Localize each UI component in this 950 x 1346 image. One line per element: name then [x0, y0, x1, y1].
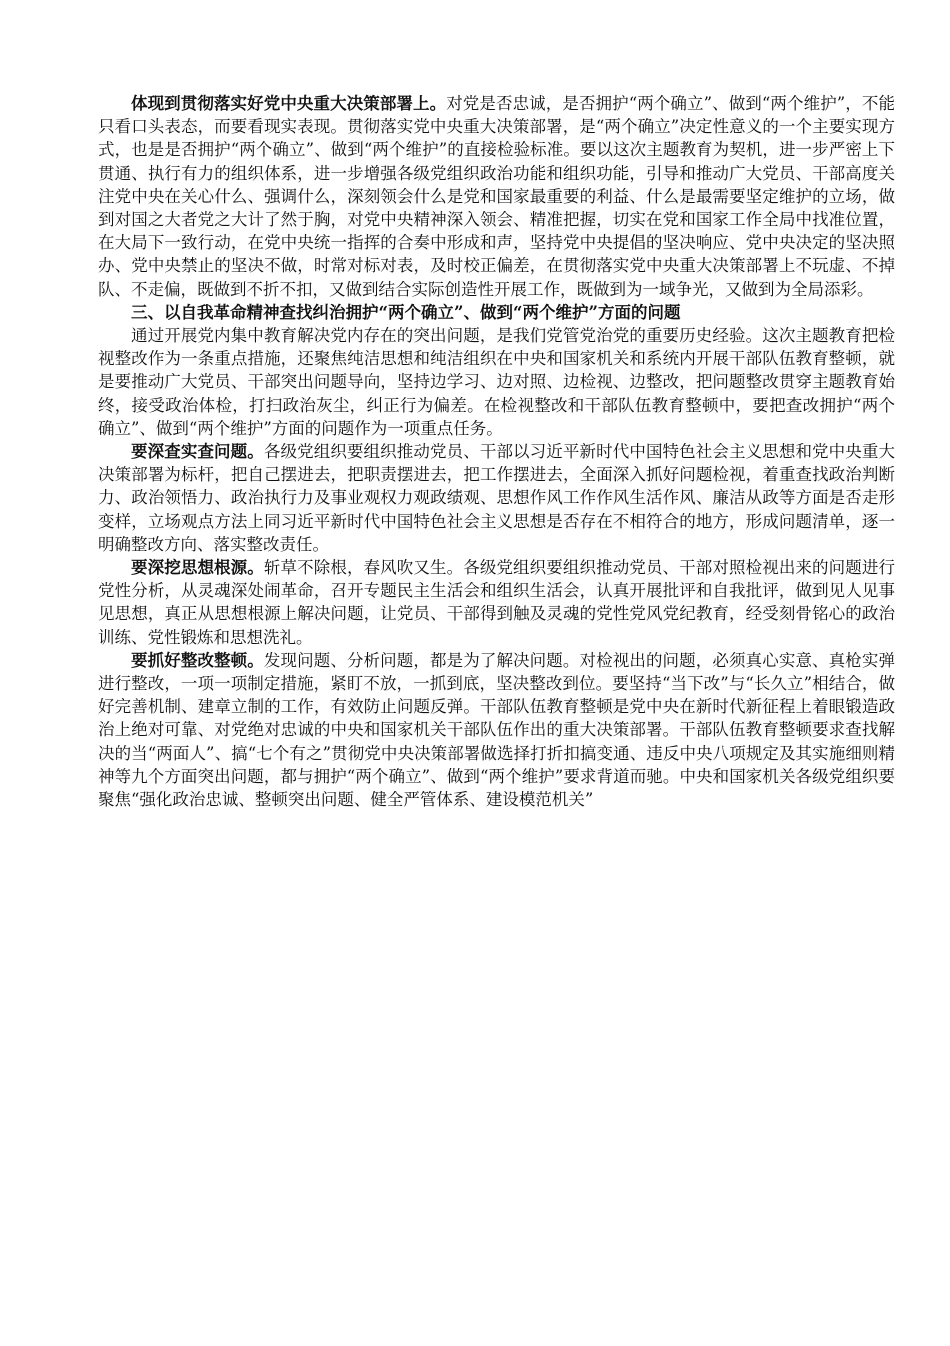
paragraph-dig-roots	[98, 556, 895, 649]
paragraph-intro: 通过开展党内集中教育解决党内存在的突出问题，是我们党管党治党的重要历史经验。这次主题教育把检视整改作为一条重点措施，还聚焦纯洁思想和纯洁组织在中央和国家机关和系统内开展干部队伍教育整顿，就是要推动广大党员、干部突出问题导向，坚持边学习、边对照、边检视、边整改，把问题整改贯穿主题教育始终，接受政治体检，打扫政治灰尘，纠正行为偏差。在检视整改和干部队伍教育整顿中，要把查改拥护“两个确立”、做到“两个维护”方面的问题作为一项重点任务。	[98, 326, 895, 438]
paragraph-lead: 要深挖思想根源。	[131, 558, 264, 578]
paragraph-lead: 要深查实查问题。	[131, 442, 264, 462]
paragraph-implement-decisions	[98, 92, 895, 301]
paragraph-rectify	[98, 649, 895, 811]
paragraph-text: 各级党组织要组织推动党员、干部以习近平新时代中国特色社会主义思想和党中央重大决策部署为标杆，把自己摆进去，把职责摆进去，把工作摆进去，全面深入抓好问题检视，着重查找政治判断力、政治领悟力、政治执行力及事业观权力观政绩观、思想作风工作作风生活作风、廉洁从政等方面是否走形变样，立场观点方法上同习近平新时代中国特色社会主义思想是否存在不相符合的地方，形成问题清单，逐一明确整改方向、落实整改责任。	[98, 442, 896, 554]
section-heading-three: 三、以自我革命精神查找纠治拥护“两个确立”、做到“两个维护”方面的问题	[131, 302, 681, 322]
paragraph-check-problems	[98, 440, 895, 556]
paragraph-text: 发现问题、分析问题，都是为了解决问题。对检视出的问题，必须真心实意、真枪实弹进行整改，一项一项制定措施，紧盯不放，一抓到底，坚决整改到位。要坚持“当下改”与“长久立”相结合，做好完善机制、建章立制的工作，有效防止问题反弹。干部队伍教育整顿是党中央在新时代新征程上着眼锻造政治上绝对可靠、对党绝对忠诚的中央和国家机关干部队伍作出的重大决策部署。干部队伍教育整顿要求查找解决的当“两面人”、搞“七个有之”贯彻党中央决策部署做选择打折扣搞变通、违反中央八项规定及其实施细则精神等九个方面突出问题，都与拥护“两个确立”、做到“两个维护”要求背道而驰。中央和国家机关各级党组织要聚焦“强化政治忠诚、整顿突出问题、健全严管体系、建设模范机关”	[98, 650, 896, 810]
paragraph-lead: 体现到贯彻落实好党中央重大决策部署上。	[131, 94, 447, 113]
paragraph-text: 对党是否忠诚，是否拥护“两个确立”、做到“两个维护”，不能只看口头表态，而要看现实表现。贯彻落实党中央重大决策部署，是“两个确立”决定性意义的一个主要实现方式，也是是否拥护“两个确立”、做到“两个维护”的直接检验标准。要以这次主题教育为契机，进一步严密上下贯通、执行有力的组织体系，进一步增强各级党组织政治功能和组织功能，引导和推动广大党员、干部高度关注党中央在关心什么、强调什么，深刻领会什么是党和国家最重要的利益、什么是最需要坚定维护的立场，做到对国之大者党之大计了然于胸，对党中央精神深入领会、精准把握，切实在党和国家工作全局中找准位置，在大局下一致行动，在党中央统一指挥的合奏中形成和声，坚持党中央提倡的坚决响应、党中央决定的坚决照办、党中央禁止的坚决不做，时常对标对表，及时校正偏差，在贯彻落实党中央重大决策部署上不玩虚、不掉队、不走偏，既做到不折不扣，又做到结合实际创造性开展工作，既做到为一域争光，又做到为全局添彩。	[98, 94, 895, 299]
paragraph-text: 斩草不除根，春风吹又生。各级党组织要组织推动党员、干部对照检视出来的问题进行党性分析，从灵魂深处闹革命，召开专题民主生活会和组织生活会，认真开展批评和自我批评，做到见人见事见思想，真正从思想根源上解决问题，让党员、干部得到触及灵魂的党性党风党纪教育，经受刻骨铭心的政治训练、党性锻炼和思想洗礼。	[98, 558, 896, 647]
paragraph-lead: 要抓好整改整顿。	[131, 650, 264, 670]
document-body	[98, 92, 895, 811]
